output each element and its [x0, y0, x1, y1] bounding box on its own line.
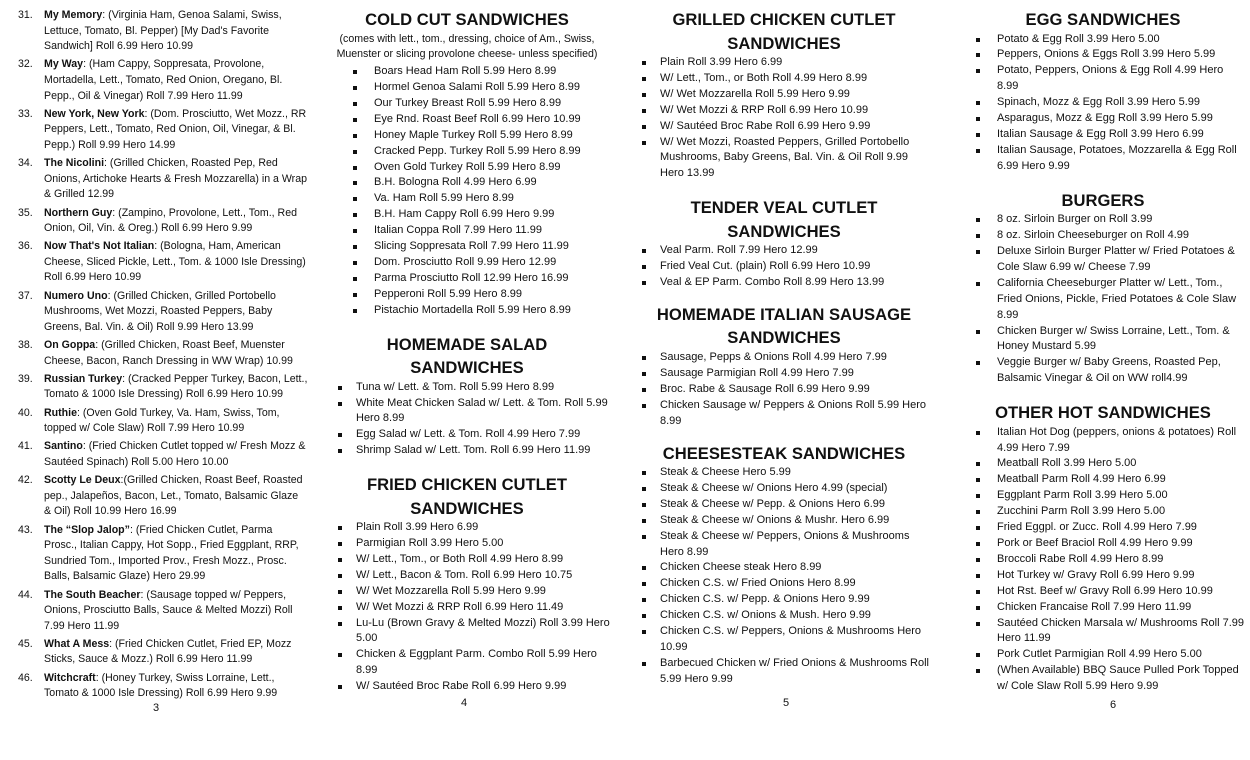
bullet-icon	[976, 431, 980, 435]
list-item: Deluxe Sirloin Burger Platter w/ Fried Potatoes & Cole Slaw 6.99 w/ Cheese 7.99	[962, 244, 1244, 276]
list-item: Asparagus, Mozz & Egg Roll 3.99 Hero 5.99	[962, 111, 1244, 127]
list-item: Potato, Peppers, Onions & Egg Roll 4.99 Hero 8.99	[962, 63, 1244, 95]
bullet-icon	[353, 134, 357, 138]
bullet-icon	[642, 471, 646, 475]
bullet-icon	[642, 125, 646, 129]
list-item: Meatball Parm Roll 4.99 Hero 6.99	[962, 472, 1244, 488]
list-item: Steak & Cheese Hero 5.99	[634, 465, 934, 481]
bullet-icon	[353, 213, 357, 217]
list-item: Chicken C.S. w/ Pepp. & Onions Hero 9.99	[634, 592, 934, 608]
bullet-icon	[976, 133, 980, 137]
list-item: 8 oz. Sirloin Cheeseburger on Roll 4.99	[962, 228, 1244, 244]
section-title-sausage: HOMEMADE ITALIAN SAUSAGE SANDWICHES	[656, 304, 912, 348]
bullet-icon	[338, 606, 342, 610]
list-item: W/ Sautéed Broc Rabe Roll 6.99 Hero 9.99	[322, 679, 612, 695]
item-desc: : (Virginia Ham, Genoa Salami, Swiss, Lettuce, Tomato, Bl. Pepper) [My Dad's Favorite Sandwich] Roll 6.99 Hero 10.99	[44, 9, 282, 53]
bullet-icon	[353, 229, 357, 233]
bullet-icon	[338, 685, 342, 689]
list-item: 38. On Goppa: (Grilled Chicken, Roast Beef, Muenster Cheese, Bacon, Ranch Dressing in WW Wrap) 10.99	[18, 339, 293, 367]
item-name: New York, New York	[44, 107, 145, 120]
list-item: W/ Lett., Tom., or Both Roll 4.99 Hero 8.99	[322, 552, 612, 568]
list-item: Fried Veal Cut. (plain) Roll 6.99 Hero 10.99	[634, 259, 934, 275]
bullet-icon	[353, 261, 357, 265]
list-item: W/ Wet Mozzi & RRP Roll 6.99 Hero 10.99	[634, 103, 934, 119]
list-item: Sautéed Chicken Marsala w/ Mushrooms Roll 7.99 Hero 11.99	[962, 616, 1244, 648]
list-item: B.H. Ham Cappy Roll 6.99 Hero 9.99	[322, 207, 612, 223]
veal-list	[634, 243, 934, 291]
item-name: On Goppa	[44, 339, 96, 352]
list-item: Potato & Egg Roll 3.99 Hero 5.00	[962, 32, 1244, 48]
bullet-icon	[976, 117, 980, 121]
list-item: Steak & Cheese w/ Peppers, Onions & Mushrooms Hero 8.99	[634, 529, 934, 561]
bullet-icon	[353, 277, 357, 281]
menu-column-page-5	[634, 0, 934, 760]
item-desc: :(Grilled Chicken, Roast Beef, Roasted pep., Jalapeños, Bacon, Let., Tomato, Balsamic Glaze & Oil) Roll 10.99 Hero 16.99	[44, 474, 303, 518]
bullet-icon	[642, 582, 646, 586]
section-title-cheesesteak: CHEESESTEAK SANDWICHES	[662, 443, 906, 463]
item-desc: : (Fried Chicken Cutlet, Fried EP, Mozz Sticks, Sauce & Mozz.) Roll 6.99 Hero 11.99	[44, 637, 292, 666]
bullet-icon	[353, 293, 357, 297]
bullet-icon	[353, 86, 357, 90]
list-item: Italian Sausage, Potatoes, Mozzarella & Egg Roll 6.99 Hero 9.99	[962, 143, 1244, 175]
bullet-icon	[976, 462, 980, 466]
bullet-icon	[642, 630, 646, 634]
bullet-icon	[976, 574, 980, 578]
section-title-other-hot: OTHER HOT SANDWICHES	[995, 403, 1211, 423]
list-item: Dom. Prosciutto Roll 9.99 Hero 12.99	[322, 255, 612, 271]
list-item: 43. The “Slop Jalop”: (Fried Chicken Cutlet, Parma Prosc., Italian Cappy, Hot Sopp., Fried Eggplant, RRP, Sundried Tom., Imported Prov., Fresh Mozz., Prosc. Balls, Balsamic Glaze) Hero 29.99	[18, 523, 299, 583]
bullet-icon	[642, 614, 646, 618]
list-item: Our Turkey Breast Roll 5.99 Hero 8.99	[322, 96, 612, 112]
bullet-icon	[976, 250, 980, 254]
list-item: Parma Prosciutto Roll 12.99 Hero 16.99	[322, 271, 612, 287]
bullet-icon	[642, 93, 646, 97]
list-item: Italian Coppa Roll 7.99 Hero 11.99	[322, 223, 612, 239]
bullet-icon	[353, 150, 357, 154]
list-item: Steak & Cheese w/ Onions & Mushr. Hero 6.99	[634, 513, 934, 529]
bullet-icon	[338, 386, 342, 390]
bullet-icon	[642, 388, 646, 392]
bullet-icon	[338, 542, 342, 546]
item-name: Numero Uno	[44, 289, 108, 302]
list-item: Chicken Francaise Roll 7.99 Hero 11.99	[962, 600, 1244, 616]
list-item: 44. The South Beacher: (Sausage topped w/ Peppers, Onions, Prosciutto Balls, Sauce & Melted Mozzi) Roll 7.99 Hero 11.99	[18, 588, 293, 632]
bullet-icon	[642, 77, 646, 81]
grilled-chicken-list	[634, 55, 934, 182]
bullet-icon	[353, 102, 357, 106]
bullet-icon	[642, 61, 646, 65]
item-desc: : (Fried Chicken Cutlet topped w/ Fresh Mozz & Sautéed Spinach) Roll 5.00 Hero 10.00	[44, 440, 306, 468]
bullet-icon	[976, 69, 980, 73]
list-item: Chicken C.S. w/ Onions & Mush. Hero 9.99	[634, 608, 934, 624]
list-item: Steak & Cheese w/ Pepp. & Onions Hero 6.99	[634, 497, 934, 513]
bullet-icon	[976, 38, 980, 42]
list-item: W/ Wet Mozzarella Roll 5.99 Hero 9.99	[322, 584, 612, 600]
list-item: 41. Santino: (Fried Chicken Cutlet topped w/ Fresh Mozz & Sautéed Spinach) Roll 5.00 Hero 10.00	[18, 440, 306, 468]
item-name: The South Beacher	[44, 588, 141, 601]
item-name: Russian Turkey	[44, 372, 123, 385]
list-item: (When Available) BBQ Sauce Pulled Pork Topped w/ Cole Slaw Roll 5.99 Hero 9.99	[962, 663, 1244, 695]
bullet-icon	[338, 433, 342, 437]
list-item: Veggie Burger w/ Baby Greens, Roasted Pep, Balsamic Vinegar & Oil on WW roll4.99	[962, 355, 1244, 387]
list-item: Hot Turkey w/ Gravy Roll 6.99 Hero 9.99	[962, 568, 1244, 584]
bullet-icon	[353, 70, 357, 74]
bullet-icon	[976, 510, 980, 514]
bullet-icon	[976, 526, 980, 530]
list-item: Plain Roll 3.99 Hero 6.99	[322, 520, 612, 536]
sausage-list	[634, 350, 934, 430]
item-name: Santino	[44, 440, 83, 453]
item-name: Ruthie	[44, 406, 77, 419]
page-number-6: 6	[1109, 699, 1117, 711]
bullet-icon	[976, 218, 980, 222]
list-item: B.H. Bologna Roll 4.99 Hero 6.99	[322, 175, 612, 191]
list-item: Italian Sausage & Egg Roll 3.99 Hero 6.99	[962, 127, 1244, 143]
section-title-fried-chicken: FRIED CHICKEN CUTLET SANDWICHES	[366, 475, 568, 518]
list-item: Pistachio Mortadella Roll 5.99 Hero 8.99	[322, 303, 612, 319]
cold-cut-list	[322, 64, 612, 319]
list-item: 8 oz. Sirloin Burger on Roll 3.99	[962, 212, 1244, 228]
item-name: What A Mess	[44, 637, 110, 650]
list-item: W/ Lett., Bacon & Tom. Roll 6.99 Hero 10.75	[322, 568, 612, 584]
item-desc: : (Sausage topped w/ Peppers, Onions, Prosciutto Balls, Sauce & Melted Mozzi) Roll 7.99 Hero 11.99	[44, 588, 293, 632]
bullet-icon	[976, 149, 980, 153]
bullet-icon	[976, 361, 980, 365]
cheesesteak-list	[634, 465, 934, 688]
list-item: 34. The Nicolini: (Grilled Chicken, Roasted Pep, Red Onions, Artichoke Hearts & Fresh Mozzarella) in a Wrap & Grilled 12.99	[18, 157, 307, 201]
list-item: Chicken C.S. w/ Fried Onions Hero 8.99	[634, 576, 934, 592]
item-name: Northern Guy	[44, 206, 113, 219]
list-item: Shrimp Salad w/ Lett. Tom. Roll 6.99 Hero 11.99	[322, 443, 612, 459]
item-name: Scotty Le Deux	[44, 474, 121, 487]
list-item: 31. My Memory: (Virginia Ham, Genoa Salami, Swiss, Lettuce, Tomato, Bl. Pepper) [My Dad's Favorite Sandwich] Roll 6.99 Hero 10.99	[18, 9, 282, 53]
item-desc: : (Oven Gold Turkey, Va. Ham, Swiss, Tom, topped w/ Cole Slaw) Roll 7.99 Hero 10.99	[44, 406, 280, 435]
bullet-icon	[642, 535, 646, 539]
section-title-cold-cut: COLD CUT SANDWICHES	[365, 10, 569, 29]
bullet-icon	[642, 566, 646, 570]
list-item: 39. Russian Turkey: (Cracked Pepper Turkey, Bacon, Lett., Tomato & 1000 Isle Dressing) Roll 6.99 Hero 10.99	[18, 372, 308, 401]
list-item: Honey Maple Turkey Roll 5.99 Hero 8.99	[322, 128, 612, 144]
other-hot-list	[962, 425, 1244, 695]
item-name: Witchcraft	[44, 671, 96, 684]
list-item: 36. Now That's Not Italian: (Bologna, Ham, American Cheese, Sliced Pickle, Lett., Tom. & 1000 Isle Dressing) Roll 6.99 Hero 10.99	[18, 240, 306, 284]
bullet-icon	[642, 356, 646, 360]
list-item: Plain Roll 3.99 Hero 6.99	[634, 55, 934, 71]
bullet-icon	[642, 109, 646, 113]
list-item: Meatball Roll 3.99 Hero 5.00	[962, 456, 1244, 472]
bullet-icon	[338, 574, 342, 578]
section-title-burgers: BURGERS	[1061, 190, 1145, 210]
list-item: Va. Ham Roll 5.99 Hero 8.99	[322, 191, 612, 207]
item-name: My Memory	[44, 9, 103, 21]
list-item: Sausage Parmigian Roll 4.99 Hero 7.99	[634, 366, 934, 382]
bullet-icon	[642, 503, 646, 507]
bullet-icon	[976, 330, 980, 334]
bullet-icon	[353, 309, 357, 313]
item-desc: : (Honey Turkey, Swiss Lorraine, Lett., Tomato & 1000 Isle Dressing) Roll 6.99 Hero 9.99	[44, 671, 278, 700]
list-item: Hot Rst. Beef w/ Gravy Roll 6.99 Hero 10.99	[962, 584, 1244, 600]
list-item: 32. My Way: (Ham Cappy, Soppresata, Provolone, Mortadella, Lett., Tomato, Red Onion, Oregano, Bl. Pepp., Oil & Vinegar) Roll 7.99 Hero 11.99	[18, 58, 283, 102]
list-item: Fried Eggpl. or Zucc. Roll 4.99 Hero 7.99	[962, 520, 1244, 536]
item-desc: : (Grilled Chicken, Roasted Pep, Red Onions, Artichoke Hearts & Fresh Mozzarella) in a Wrap & Grilled 12.99	[44, 157, 307, 201]
bullet-icon	[642, 662, 646, 666]
list-item: 45. What A Mess: (Fried Chicken Cutlet, Fried EP, Mozz Sticks, Sauce & Mozz.) Roll 6.99 Hero 11.99	[18, 637, 292, 666]
item-desc: : (Ham Cappy, Soppresata, Provolone, Mortadella, Lett., Tomato, Red Onion, Oregano, Bl. Pepp., Oil & Vinegar) Roll 7.99 Hero 11.99	[44, 58, 283, 102]
list-item: Slicing Soppresata Roll 7.99 Hero 11.99	[322, 239, 612, 255]
item-desc: : (Bologna, Ham, American Cheese, Sliced Pickle, Lett., Tom. & 1000 Isle Dressing) Roll 6.99 Hero 10.99	[44, 240, 306, 284]
bullet-icon	[338, 526, 342, 530]
list-item: Pepperoni Roll 5.99 Hero 8.99	[322, 287, 612, 303]
list-item: Chicken & Eggplant Parm. Combo Roll 5.99 Hero 8.99	[322, 647, 612, 679]
list-item: Chicken Cheese steak Hero 8.99	[634, 560, 934, 576]
list-item: 46. Witchcraft: (Honey Turkey, Swiss Lorraine, Lett., Tomato & 1000 Isle Dressing) Roll 6.99 Hero 9.99	[18, 671, 278, 700]
item-name: Now That's Not Italian	[44, 240, 155, 253]
bullet-icon	[976, 542, 980, 546]
bullet-icon	[353, 197, 357, 201]
list-item: Steak & Cheese w/ Onions Hero 4.99 (special)	[634, 481, 934, 497]
bullet-icon	[642, 265, 646, 269]
burgers-list	[962, 212, 1244, 387]
list-item: Veal & EP Parm. Combo Roll 8.99 Hero 13.99	[634, 275, 934, 291]
item-name: The Nicolini	[44, 157, 105, 170]
page-number-4: 4	[460, 697, 468, 709]
bullet-icon	[353, 166, 357, 170]
list-item: W/ Lett., Tom., or Both Roll 4.99 Hero 8.99	[634, 71, 934, 87]
list-item: Peppers, Onions & Eggs Roll 3.99 Hero 5.99	[962, 47, 1244, 63]
bullet-icon	[353, 118, 357, 122]
item-desc: : (Fried Chicken Cutlet, Parma Prosc., Italian Cappy, Hot Sopp., Fried Eggplant, RRP, Sundried Tom., Imported Prov., Fresh Mozz., Prosc. Balls, Balsamic Glaze) Hero 29.99	[44, 523, 299, 583]
item-desc: : (Grilled Chicken, Grilled Portobello Mushrooms, Wet Mozzi, Roasted Peppers, Baby Greens, Bal. Vin. & Oil) Roll 9.99 Hero 13.99	[44, 289, 276, 333]
bullet-icon	[976, 653, 980, 657]
list-item: White Meat Chicken Salad w/ Lett. & Tom. Roll 5.99 Hero 8.99	[322, 396, 612, 428]
list-item: W/ Wet Mozzi & RRP Roll 6.99 Hero 11.49	[322, 600, 612, 616]
list-item: Lu-Lu (Brown Gravy & Melted Mozzi) Roll 3.99 Hero 5.00	[322, 616, 612, 648]
menu-column-page-6	[962, 0, 1244, 760]
item-desc: : (Dom. Prosciutto, Wet Mozz., RR Peppers, Lett., Tomato, Red Onion, Oil, Vinegar, & Bl. Pepp.) Roll 9.99 Hero 14.99	[44, 107, 307, 151]
list-item: Broccoli Rabe Roll 4.99 Hero 8.99	[962, 552, 1244, 568]
list-item: Oven Gold Turkey Roll 5.99 Hero 8.99	[322, 160, 612, 176]
list-item: Italian Hot Dog (peppers, onions & potatoes) Roll 4.99 Hero 7.99	[962, 425, 1244, 457]
section-title-salad: HOMEMADE SALAD SANDWICHES	[386, 334, 548, 378]
bullet-icon	[976, 558, 980, 562]
list-item: Boars Head Ham Roll 5.99 Hero 8.99	[322, 64, 612, 80]
list-item: Pork or Beef Braciol Roll 4.99 Hero 9.99	[962, 536, 1244, 552]
item-name: The “Slop Jalop”	[44, 523, 130, 536]
bullet-icon	[338, 653, 342, 657]
list-item: Pork Cutlet Parmigian Roll 4.99 Hero 5.00	[962, 647, 1244, 663]
list-item: Tuna w/ Lett. & Tom. Roll 5.99 Hero 8.99	[322, 380, 612, 396]
bullet-icon	[976, 622, 980, 626]
bullet-icon	[642, 519, 646, 523]
bullet-icon	[642, 281, 646, 285]
specialty-sandwich-list	[18, 8, 308, 702]
bullet-icon	[976, 234, 980, 238]
fried-chicken-list	[322, 520, 612, 695]
section-title-veal: TENDER VEAL CUTLET SANDWICHES	[690, 198, 878, 241]
list-item: Chicken Burger w/ Swiss Lorraine, Lett., Tom. & Honey Mustard 5.99	[962, 324, 1244, 356]
bullet-icon	[642, 249, 646, 253]
bullet-icon	[353, 181, 357, 185]
list-item: 33. New York, New York: (Dom. Prosciutto, Wet Mozz., RR Peppers, Lett., Tomato, Red Onion, Oil, Vinegar, & Bl. Pepp.) Roll 9.99 Hero 14.99	[18, 107, 307, 151]
menu-column-page-4	[322, 0, 612, 760]
item-desc: : (Grilled Chicken, Roast Beef, Muenster Cheese, Bacon, Ranch Dressing in WW Wrap) 10.99	[44, 339, 293, 367]
list-item: Eggplant Parm Roll 3.99 Hero 5.00	[962, 488, 1244, 504]
list-item: 42. Scotty Le Deux:(Grilled Chicken, Roast Beef, Roasted pep., Jalapeños, Bacon, Let., Tomato, Balsamic Glaze & Oil) Roll 10.99 Hero 16.99	[18, 474, 303, 518]
list-item: 40. Ruthie: (Oven Gold Turkey, Va. Ham, Swiss, Tom, topped w/ Cole Slaw) Roll 7.99 Hero 10.99	[18, 406, 280, 435]
bullet-icon	[642, 372, 646, 376]
section-title-egg: EGG SANDWICHES	[1025, 10, 1181, 29]
bullet-icon	[976, 494, 980, 498]
page-number-5: 5	[782, 697, 790, 709]
list-item: Barbecued Chicken w/ Fried Onions & Mushrooms Roll 5.99 Hero 9.99	[634, 656, 934, 688]
bullet-icon	[976, 590, 980, 594]
list-item: Chicken C.S. w/ Peppers, Onions & Mushrooms Hero 10.99	[634, 624, 934, 656]
list-item: W/ Wet Mozzarella Roll 5.99 Hero 9.99	[634, 87, 934, 103]
bullet-icon	[976, 669, 980, 673]
list-item: Sausage, Pepps & Onions Roll 4.99 Hero 7.99	[634, 350, 934, 366]
egg-list	[962, 32, 1244, 175]
list-item: 35. Northern Guy: (Zampino, Provolone, Lett., Tom., Red Onion, Oil, Vin. & Oreg.) Roll 6.99 Hero 9.99	[18, 206, 297, 235]
list-item: California Cheeseburger Platter w/ Lett., Tom., Fried Onions, Pickle, Fried Potatoes & Cole Slaw 8.99	[962, 276, 1244, 324]
list-item: Spinach, Mozz & Egg Roll 3.99 Hero 5.99	[962, 95, 1244, 111]
menu-column-page-3	[18, 0, 308, 752]
list-item: Hormel Genoa Salami Roll 5.99 Hero 8.99	[322, 80, 612, 96]
item-name: My Way	[44, 58, 84, 71]
list-item: W/ Sautéed Broc Rabe Roll 6.99 Hero 9.99	[634, 119, 934, 135]
bullet-icon	[642, 404, 646, 408]
list-item: Cracked Pepp. Turkey Roll 5.99 Hero 8.99	[322, 144, 612, 160]
bullet-icon	[642, 487, 646, 491]
list-item: 37. Numero Uno: (Grilled Chicken, Grilled Portobello Mushrooms, Wet Mozzi, Roasted Peppers, Baby Greens, Bal. Vin. & Oil) Roll 9.99 Hero 13.99	[18, 289, 276, 333]
list-item: Broc. Rabe & Sausage Roll 6.99 Hero 9.99	[634, 382, 934, 398]
bullet-icon	[642, 141, 646, 145]
bullet-icon	[338, 402, 342, 406]
list-item: Parmigian Roll 3.99 Hero 5.00	[322, 536, 612, 552]
bullet-icon	[976, 101, 980, 105]
bullet-icon	[338, 449, 342, 453]
page-number-3: 3	[152, 702, 160, 714]
bullet-icon	[976, 53, 980, 57]
item-desc: : (Zampino, Provolone, Lett., Tom., Red Onion, Oil, Vin. & Oreg.) Roll 6.99 Hero 9.99	[44, 206, 297, 235]
list-item: Egg Salad w/ Lett. & Tom. Roll 4.99 Hero 7.99	[322, 427, 612, 443]
list-item: Eye Rnd. Roast Beef Roll 6.99 Hero 10.99	[322, 112, 612, 128]
bullet-icon	[976, 606, 980, 610]
bullet-icon	[338, 590, 342, 594]
bullet-icon	[338, 622, 342, 626]
bullet-icon	[353, 245, 357, 249]
list-item: Veal Parm. Roll 7.99 Hero 12.99	[634, 243, 934, 259]
bullet-icon	[338, 558, 342, 562]
bullet-icon	[642, 598, 646, 602]
list-item: Chicken Sausage w/ Peppers & Onions Roll 5.99 Hero 8.99	[634, 398, 934, 430]
salad-list	[322, 380, 612, 460]
bullet-icon	[976, 478, 980, 482]
item-desc: : (Cracked Pepper Turkey, Bacon, Lett., Tomato & 1000 Isle Dressing) Roll 6.99 Hero 10.99	[44, 372, 308, 401]
section-note-cold-cut: (comes with lett., tom., dressing, choice of Am., Swiss, Muenster or slicing provolone cheese- unless specified)	[336, 32, 598, 61]
section-title-grilled-chicken: GRILLED CHICKEN CUTLET SANDWICHES	[672, 10, 896, 53]
bullet-icon	[976, 282, 980, 286]
list-item: W/ Wet Mozzi, Roasted Peppers, Grilled Portobello Mushrooms, Baby Greens, Bal. Vin. & Oil Roll 9.99 Hero 13.99	[634, 135, 934, 183]
list-item: Zucchini Parm Roll 3.99 Hero 5.00	[962, 504, 1244, 520]
